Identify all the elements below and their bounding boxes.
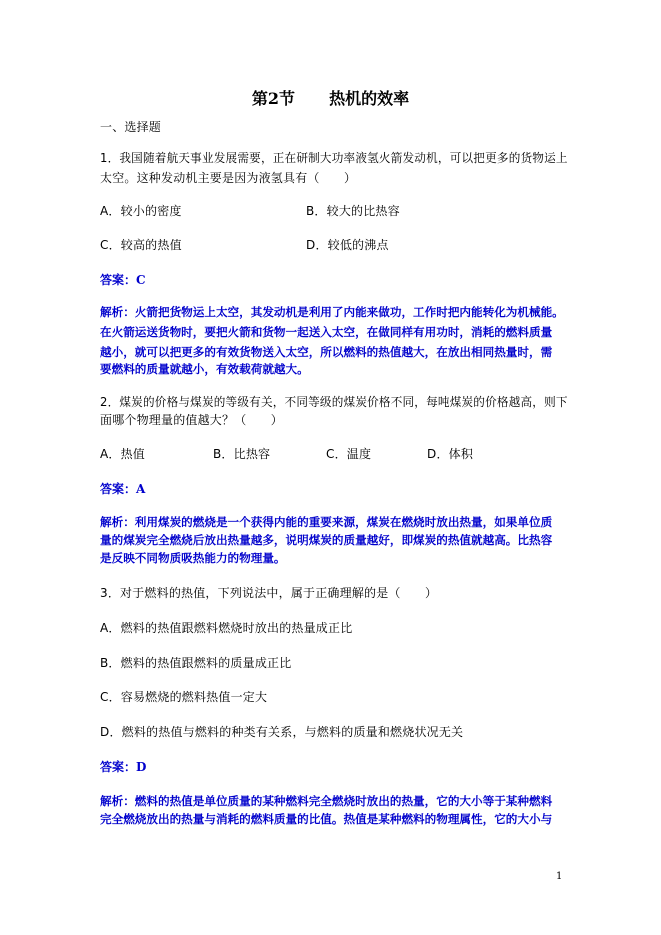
q3-answer: 答案：D: [100, 760, 147, 774]
q2-analysis-line3: 是反映不同物质吸热能力的物理量。: [100, 551, 286, 565]
q1-stem-line2: 太空。这种发动机主要是因为液氢具有（ ）: [100, 171, 357, 185]
page-title: [0, 88, 661, 110]
q1-option-d: D．较低的沸点: [306, 238, 389, 252]
q2-option-b: B．比热容: [213, 447, 271, 461]
q1-option-a: A．较小的密度: [100, 204, 182, 218]
q2-stem-line2: 面哪个物理量的值越大？（ ）: [100, 413, 284, 427]
q3-option-a: A．燃料的热值跟燃料燃烧时放出的热量成正比: [100, 621, 353, 635]
q3-analysis-line1: 解析：燃料的热值是单位质量的某种燃料完全燃烧时放出的热量，它的大小等于某种燃料: [100, 794, 553, 808]
q2-analysis-line2: 量的煤炭完全燃烧后放出热量越多，说明煤炭的质量越好，即煤炭的热值就越高。比热容: [100, 533, 553, 547]
q1-option-c: C．较高的热值: [100, 238, 182, 252]
q1-analysis-line1: 解析：火箭把货物运上太空，其发动机是利用了内能来做功，工作时把内能转化为机械能。: [100, 305, 564, 319]
q1-option-b: B．较大的比热容: [306, 204, 400, 218]
q2-answer: 答案：A: [100, 482, 146, 496]
q1-answer: 答案：C: [100, 273, 146, 287]
q2-option-a: A．热值: [100, 447, 146, 461]
chapter-name: 热机的效率: [329, 89, 410, 108]
q1-analysis-line4: 要燃料的质量就越小，有效载荷就越大。: [100, 362, 309, 376]
q2-option-c: C．温度: [326, 447, 372, 461]
q1-stem-line1: 1．我国随着航天事业发展需要，正在研制大功率液氢火箭发动机，可以把更多的货物运上: [100, 151, 568, 165]
q3-option-d: D．燃料的热值与燃料的种类有关系，与燃料的质量和燃烧状况无关: [100, 725, 464, 739]
q1-analysis-line3: 越小，就可以把更多的有效货物送入太空，所以燃料的热值越大，在放出相同热量时，需: [100, 345, 553, 359]
q3-option-b: B．燃料的热值跟燃料的质量成正比: [100, 656, 292, 670]
chapter-number: 第2节: [251, 89, 296, 108]
q1-analysis-line2: 在火箭运送货物时，要把火箭和货物一起送入太空，在做同样有用功时，消耗的燃料质量: [100, 325, 553, 339]
section-heading: 一、选择题: [100, 120, 162, 134]
q3-stem: 3．对于燃料的热值，下列说法中，属于正确理解的是（ ）: [100, 586, 438, 600]
q3-analysis-line2: 完全燃烧放出的热量与消耗的燃料质量的比值。热值是某种燃料的物理属性，它的大小与: [100, 812, 553, 826]
q2-stem-line1: 2．煤炭的价格与煤炭的等级有关，不同等级的煤炭价格不同，每吨煤炭的价格越高，则下: [100, 395, 568, 409]
q3-option-c: C．容易燃烧的燃料热值一定大: [100, 690, 268, 704]
q2-option-d: D．体积: [427, 447, 474, 461]
q2-analysis-line1: 解析：利用煤炭的燃烧是一个获得内能的重要来源，煤炭在燃烧时放出热量，如果单位质: [100, 515, 553, 529]
page-number: 1: [556, 871, 563, 882]
